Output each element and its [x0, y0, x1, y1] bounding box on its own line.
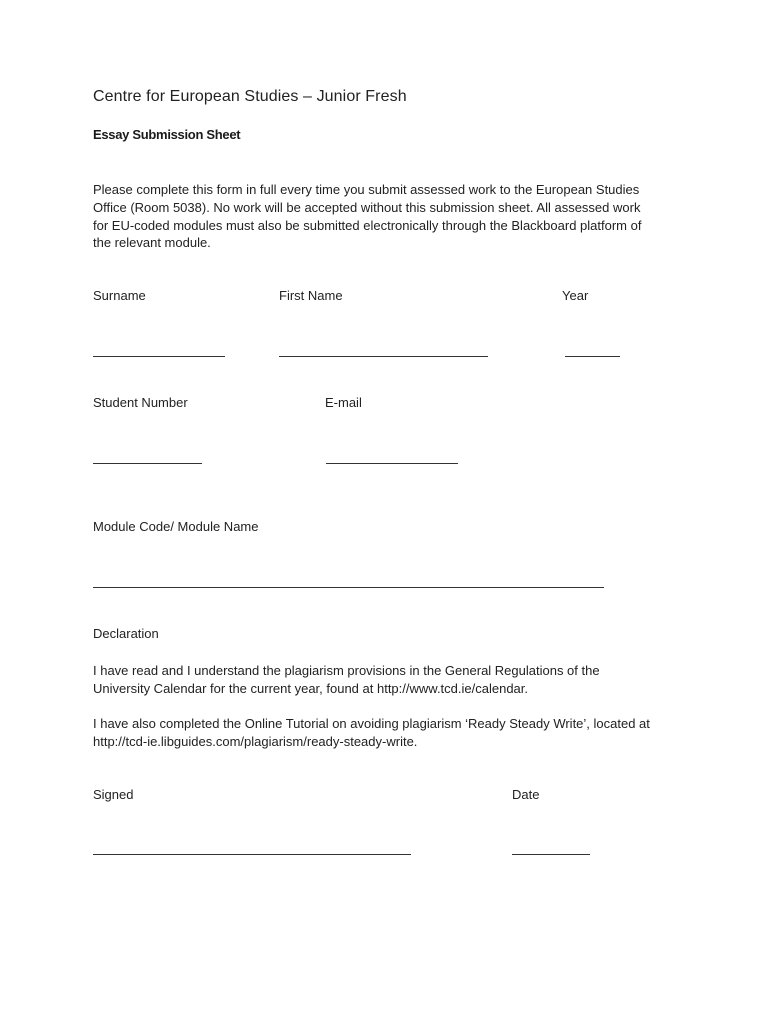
signature-field[interactable] [93, 854, 411, 855]
declaration-heading: Declaration [93, 626, 159, 641]
document-title: Centre for European Studies – Junior Fresh [93, 88, 407, 105]
signed-label: Signed [93, 787, 134, 802]
first-name-label: First Name [279, 288, 343, 303]
declaration-paragraph-2: I have also completed the Online Tutorial on avoiding plagiarism ‘Ready Steady Write’, located at http://tcd-ie.libguides.com/plagiarism/ready-steady-write. [93, 716, 650, 749]
email-label: E-mail [325, 395, 362, 410]
intro-paragraph: Please complete this form in full every time you submit assessed work to the European Studies Office (Room 5038). No work will be accepted without this submission sheet. All assessed work for EU-coded modules must also be submitted electronically through the Blackboard platform of the relevant module. [93, 182, 642, 251]
year-label: Year [562, 288, 589, 303]
module-label: Module Code/ Module Name [93, 519, 259, 534]
date-field[interactable] [512, 854, 590, 855]
declaration-paragraph-1: I have read and I understand the plagiarism provisions in the General Regulations of the University Calendar for the current year, found at http://www.tcd.ie/calendar. [93, 663, 600, 696]
student-number-label: Student Number [93, 395, 188, 410]
surname-field[interactable] [93, 356, 225, 357]
document-subtitle: Essay Submission Sheet [93, 127, 241, 142]
surname-label: Surname [93, 288, 146, 303]
module-field[interactable] [93, 587, 604, 588]
email-field[interactable] [326, 463, 458, 464]
first-name-field[interactable] [279, 356, 488, 357]
student-number-field[interactable] [93, 463, 202, 464]
year-field[interactable] [565, 356, 620, 357]
date-label: Date [512, 787, 540, 802]
